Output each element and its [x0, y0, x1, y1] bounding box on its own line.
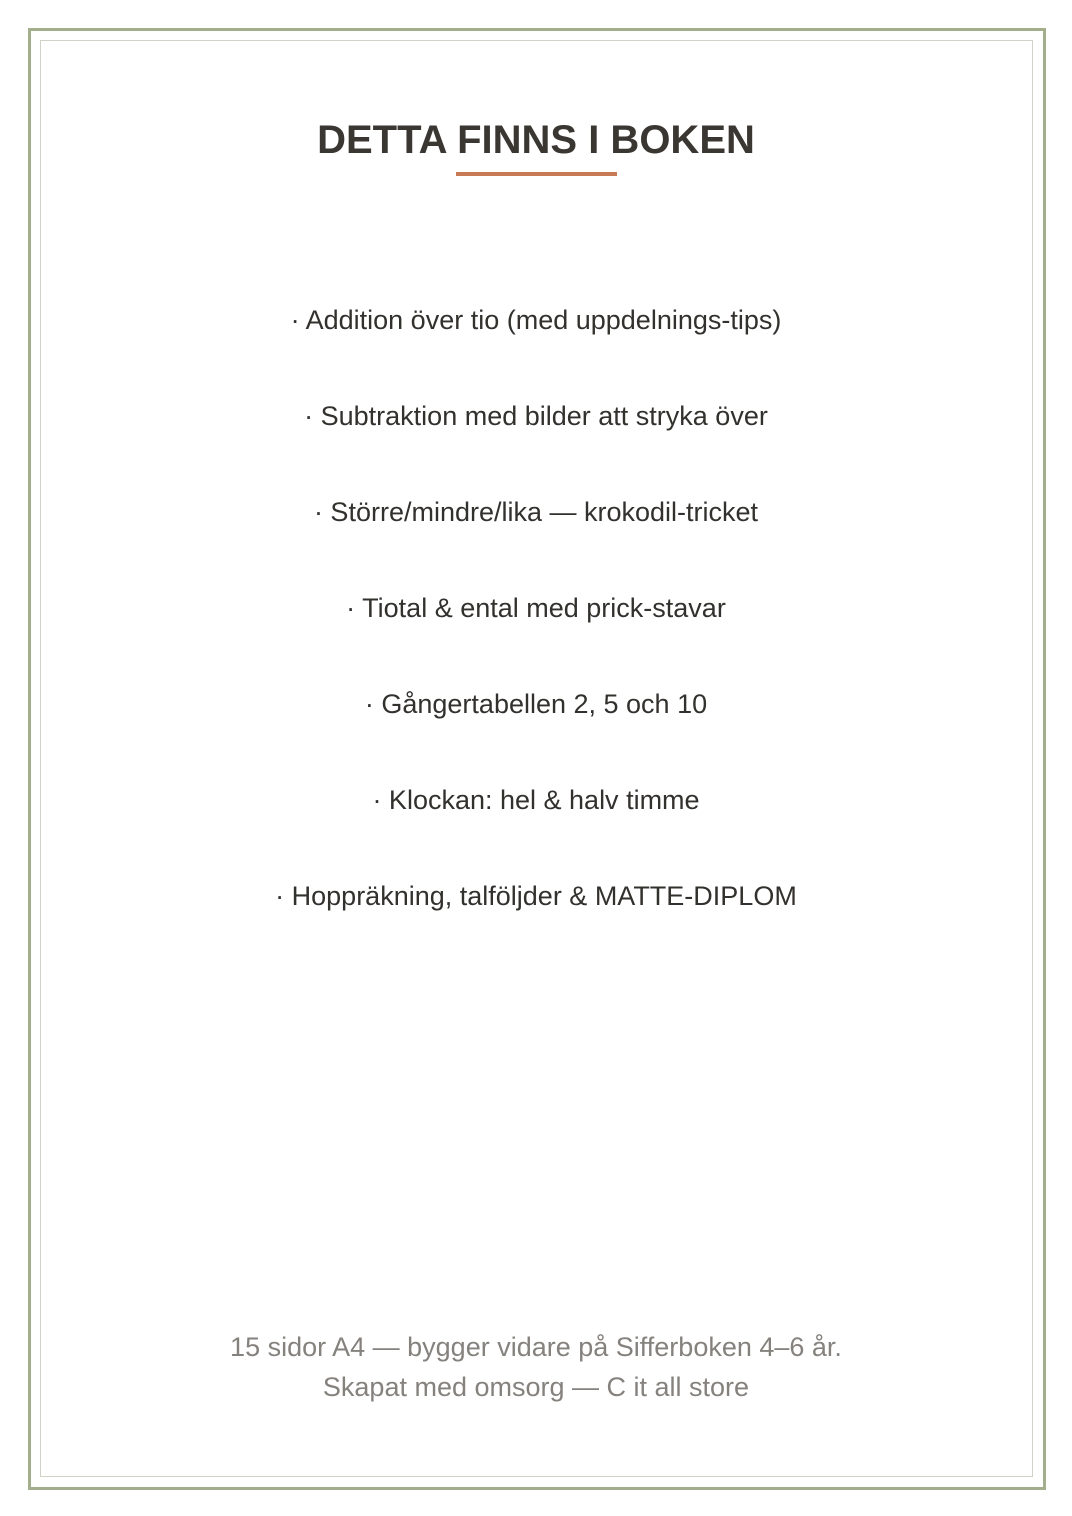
- list-item: · Addition över tio (med uppdelnings-tips): [290, 305, 782, 335]
- contents-list: [0, 300, 1072, 972]
- list-item: · Tiotal & ental med prick-stavar: [346, 593, 726, 623]
- list-item: · Klockan: hel & halv timme: [372, 785, 700, 815]
- list-item: · Hoppräkning, talföljder & MATTE-DIPLOM: [275, 881, 797, 911]
- page-title: DETTA FINNS I BOKEN: [317, 118, 755, 162]
- title-underline: [456, 172, 617, 176]
- list-item: · Gångertabellen 2, 5 och 10: [364, 689, 708, 719]
- footer-line-pages: 15 sidor A4 — bygger vidare på Sifferboken 4–6 år.: [230, 1332, 842, 1362]
- list-item: · Subtraktion med bilder att stryka över: [304, 401, 768, 431]
- footer-line-credit: Skapat med omsorg — C it all store: [322, 1372, 750, 1402]
- footer: [0, 1327, 1072, 1407]
- list-item: · Större/mindre/lika — krokodil-tricket: [313, 497, 759, 527]
